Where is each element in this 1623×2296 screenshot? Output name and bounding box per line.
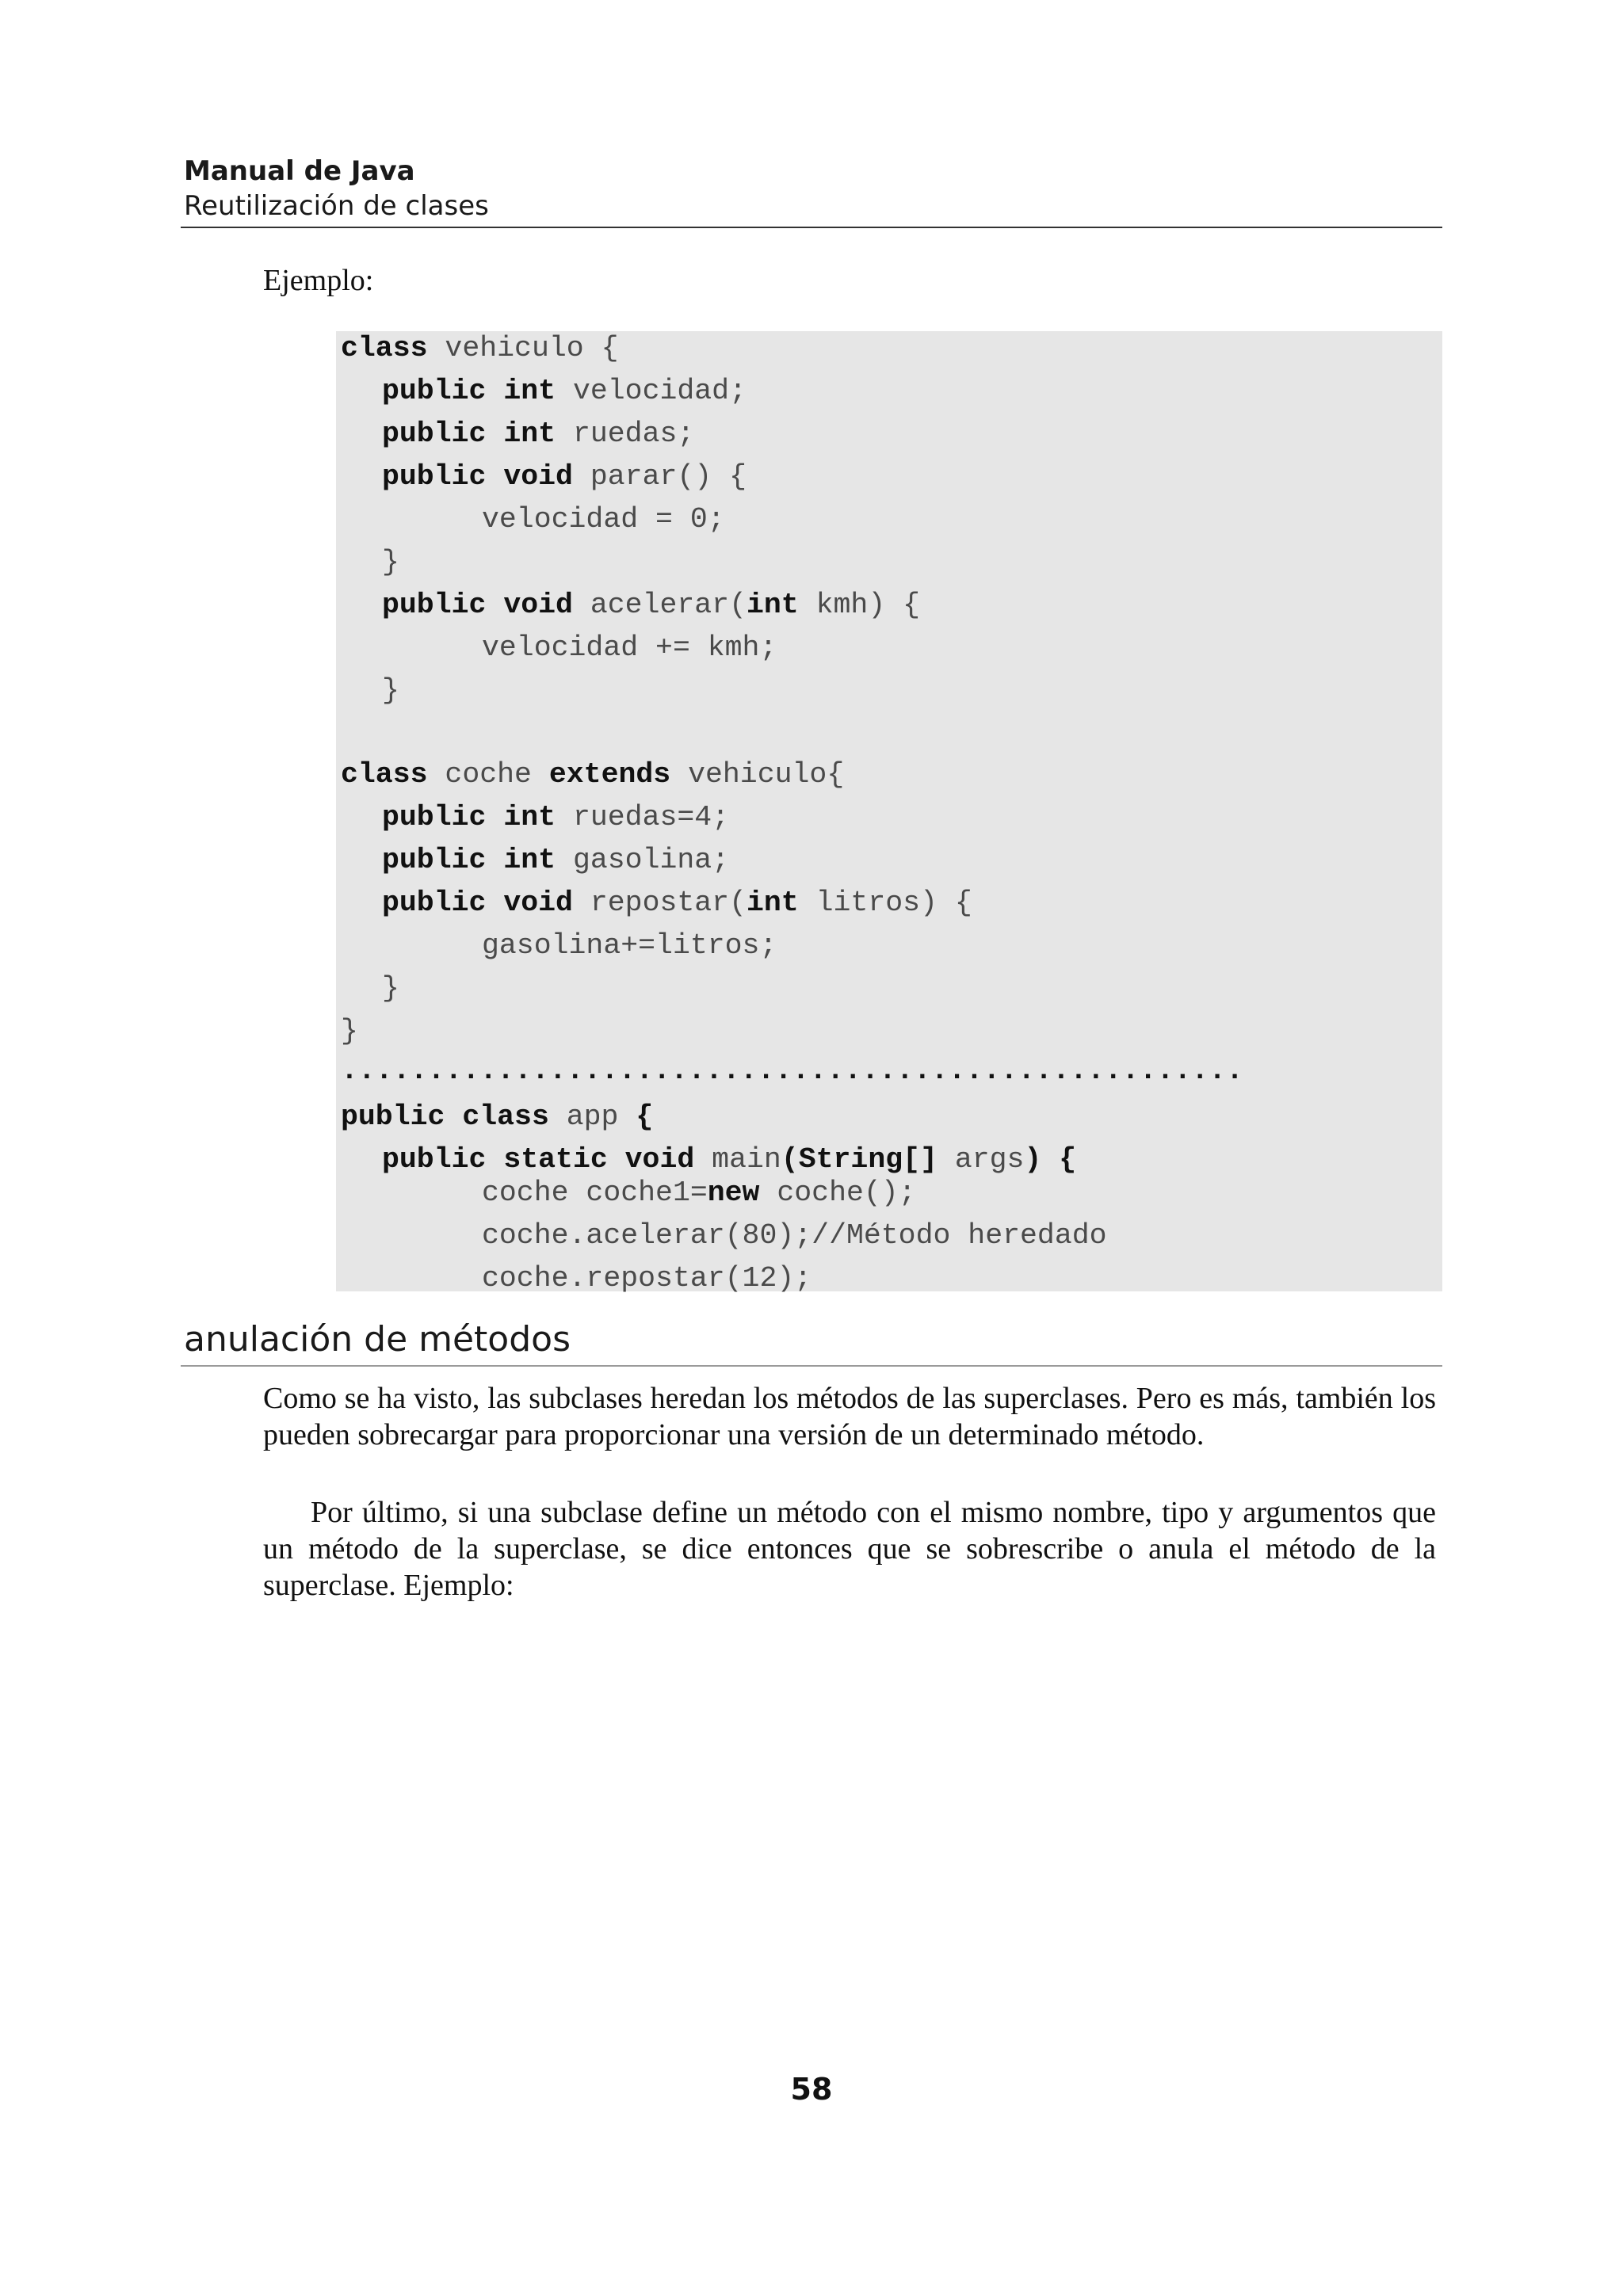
- code-text: vehiculo{: [670, 758, 845, 791]
- code-text: }: [382, 674, 399, 707]
- code-text: vehiculo {: [427, 332, 619, 364]
- code-keyword: int: [747, 887, 799, 919]
- example-label: Ejemplo:: [263, 264, 374, 297]
- code-text: coche.repostar(12);: [482, 1262, 812, 1295]
- code-keyword: public int: [382, 418, 556, 450]
- code-text: }: [382, 546, 399, 578]
- code-keyword: int: [747, 589, 799, 621]
- code-text: velocidad;: [556, 375, 747, 407]
- code-text: parar() {: [572, 460, 747, 493]
- code-text: }: [382, 972, 399, 1005]
- code-text: args: [937, 1143, 1025, 1176]
- code-keyword: {: [636, 1100, 654, 1133]
- code-keyword: public int: [382, 801, 556, 833]
- code-text: coche coche1=: [482, 1177, 708, 1209]
- code-text: ruedas=4;: [556, 801, 730, 833]
- code-line: [382, 843, 729, 878]
- code-line: [341, 757, 844, 792]
- body-paragraph: Por último, si una subclase define un método con el mismo nombre, tipo y argumentos que un método de la superclase, se dice entonces que se sobrescribe o anula el método de la superclase. Ejemplo:: [263, 1496, 1436, 1602]
- running-header-title: Manual de Java: [184, 155, 415, 187]
- code-keyword: (String[]: [781, 1143, 938, 1176]
- code-line: [382, 886, 972, 921]
- code-line: [382, 1142, 1076, 1177]
- code-line: [382, 673, 399, 708]
- code-keyword: public int: [382, 375, 556, 407]
- code-text: gasolina+=litros;: [482, 929, 777, 962]
- code-keyword: ) {: [1024, 1143, 1077, 1176]
- code-line: [382, 460, 747, 494]
- section-title: anulación de métodos: [184, 1319, 571, 1360]
- code-line: [341, 1054, 1243, 1089]
- code-text: velocidad = 0;: [482, 503, 725, 536]
- body-paragraph: Como se ha visto, las subclases heredan los métodos de las superclases. Pero es más, también los pueden sobrecargar para proporcionar una versión de un determinado método.: [263, 1382, 1436, 1451]
- code-line: [382, 800, 729, 835]
- code-keyword: ....................................................: [341, 1055, 1243, 1087]
- code-keyword: public int: [382, 844, 556, 876]
- code-text: ruedas;: [556, 418, 695, 450]
- code-keyword: public void: [382, 460, 573, 493]
- code-text: coche.acelerar(80);//Método heredado: [482, 1219, 1107, 1252]
- code-keyword: class: [341, 758, 428, 791]
- code-line: [482, 1176, 916, 1211]
- code-text: app: [548, 1100, 636, 1133]
- code-text: coche();: [759, 1177, 916, 1209]
- code-line: [341, 1100, 653, 1135]
- code-line: [482, 502, 725, 537]
- code-text: coche: [427, 758, 549, 791]
- code-keyword: public void: [382, 887, 573, 919]
- code-text: main: [694, 1143, 781, 1176]
- code-line: [382, 971, 399, 1006]
- code-line: [482, 929, 777, 963]
- code-keyword: extends: [548, 758, 671, 791]
- code-keyword: public void: [382, 589, 573, 621]
- code-line: [482, 1219, 1107, 1253]
- code-line: [341, 331, 618, 366]
- code-line: [382, 417, 694, 452]
- code-text: repostar(: [572, 887, 747, 919]
- code-line: [382, 588, 920, 623]
- running-header-subtitle: Reutilización de clases: [184, 190, 489, 222]
- code-line: [382, 545, 399, 580]
- header-divider: [181, 227, 1442, 228]
- code-text: }: [341, 1015, 358, 1047]
- code-line: [482, 631, 777, 666]
- code-text: velocidad += kmh;: [482, 631, 777, 664]
- code-text: gasolina;: [556, 844, 730, 876]
- code-keyword: public static void: [382, 1143, 695, 1176]
- code-keyword: class: [341, 332, 428, 364]
- page-number: 58: [790, 2072, 833, 2107]
- code-text: litros) {: [798, 887, 972, 919]
- code-text: acelerar(: [572, 589, 747, 621]
- section-divider: [181, 1365, 1442, 1367]
- code-text: kmh) {: [798, 589, 921, 621]
- code-line: [382, 374, 747, 409]
- code-keyword: public class: [341, 1100, 549, 1133]
- code-line: [482, 1261, 812, 1296]
- code-block: [336, 331, 1442, 1295]
- code-line: [341, 1014, 358, 1049]
- code-keyword: new: [707, 1177, 760, 1209]
